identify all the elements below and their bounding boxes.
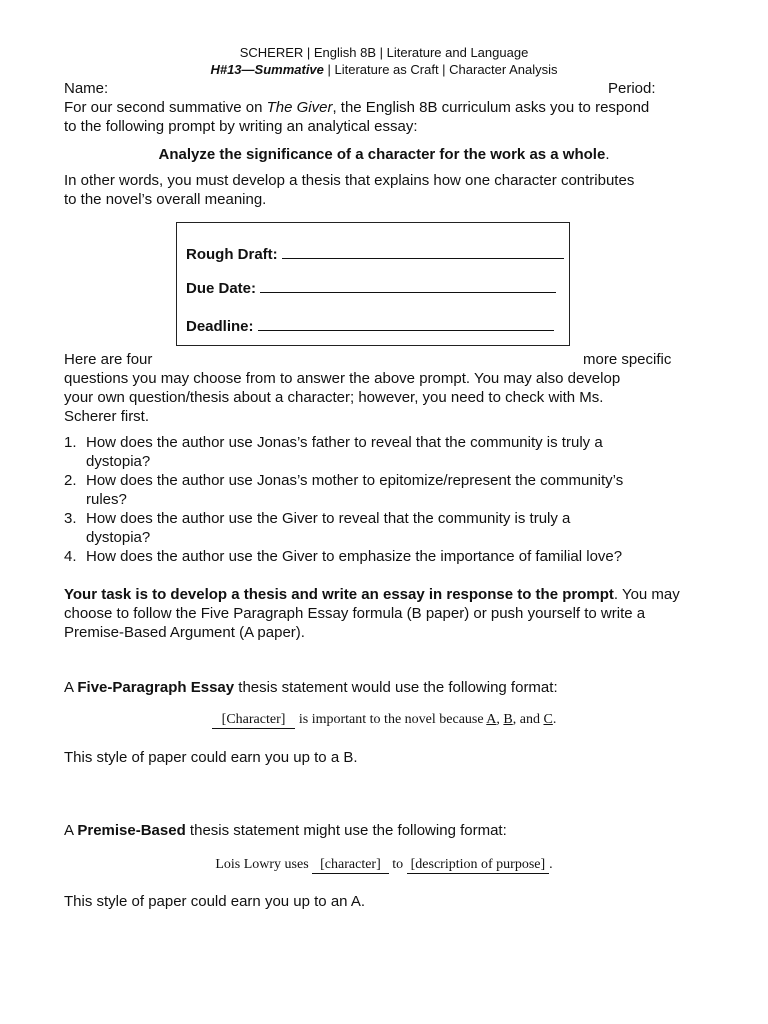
list-item bbox=[64, 433, 726, 471]
question-number: 2. bbox=[64, 472, 77, 489]
five-paragraph-intro bbox=[64, 678, 558, 697]
premise-rest: thesis statement might use the following format: bbox=[185, 822, 507, 839]
premise-formula bbox=[0, 857, 768, 874]
other-words-1: In other words, you must develop a thesis that explains how one character contributes bbox=[64, 172, 635, 189]
due-date-label: Due Date: bbox=[186, 280, 257, 297]
book-title: The Giver bbox=[266, 99, 333, 116]
reason-a: A bbox=[486, 712, 497, 727]
rough-draft-blank bbox=[282, 245, 564, 259]
question-text: How does the author use Jonas’s father to reveal that the community is truly a bbox=[86, 434, 603, 451]
five-paragraph-formula bbox=[0, 712, 768, 729]
header-line-1: SCHERER | English 8B | Literature and Language bbox=[239, 45, 529, 60]
here-are-paragraph bbox=[64, 369, 754, 426]
purpose-blank: [description of purpose] bbox=[407, 857, 550, 874]
here-are-right: more specific bbox=[583, 351, 672, 368]
rough-draft-label: Rough Draft: bbox=[186, 246, 278, 263]
question-number: 1. bbox=[64, 434, 77, 451]
task-paragraph bbox=[64, 585, 754, 642]
here-are-line-3: your own question/thesis about a character; however, you need to check with Ms. bbox=[64, 389, 604, 406]
formula-start: Lois Lowry uses bbox=[215, 857, 313, 872]
essay-prompt bbox=[0, 145, 768, 164]
due-dates-box bbox=[176, 222, 570, 346]
question-text: How does the author use Jonas’s mother to epitomize/represent the community’s bbox=[86, 472, 624, 489]
sep-2: , and bbox=[512, 712, 544, 727]
due-date-row bbox=[186, 279, 556, 297]
here-are-left: Here are four bbox=[64, 351, 153, 368]
formula-to: to bbox=[388, 857, 407, 872]
other-words-paragraph bbox=[64, 171, 744, 209]
premise-a: A bbox=[64, 822, 78, 839]
premise-earn: This style of paper could earn you up to an A. bbox=[64, 893, 366, 910]
question-number: 4. bbox=[64, 548, 77, 565]
intro-paragraph bbox=[64, 98, 744, 136]
question-text-cont: dystopia? bbox=[86, 529, 151, 546]
task-line-2: choose to follow the Five Paragraph Essay formula (B paper) or push yourself to write a bbox=[64, 605, 646, 622]
rough-draft-row bbox=[186, 245, 564, 263]
question-text: How does the author use the Giver to emphasize the importance of familial love? bbox=[86, 548, 623, 565]
intro-text-3: to the following prompt by writing an analytical essay: bbox=[64, 118, 418, 135]
premise-bold: Premise-Based bbox=[77, 822, 186, 839]
here-are-line-4: Scherer first. bbox=[64, 408, 150, 425]
deadline-label: Deadline: bbox=[186, 318, 254, 335]
five-para-a: A bbox=[64, 679, 78, 696]
list-item bbox=[64, 509, 726, 547]
here-are-line-2: questions you may choose from to answer the above prompt. You may also develop bbox=[64, 370, 621, 387]
due-date-blank bbox=[260, 279, 556, 293]
character-blank: [Character] bbox=[212, 712, 296, 729]
question-text-cont: rules? bbox=[86, 491, 127, 508]
formula-end: . bbox=[549, 857, 553, 872]
deadline-blank bbox=[258, 317, 554, 331]
intro-text-1: For our second summative on bbox=[64, 99, 267, 116]
reason-c: C bbox=[543, 712, 553, 727]
prompt-period: . bbox=[605, 146, 610, 163]
five-para-bold: Five-Paragraph Essay bbox=[77, 679, 235, 696]
other-words-2: to the novel’s overall meaning. bbox=[64, 191, 267, 208]
deadline-row bbox=[186, 317, 554, 335]
intro-text-2: , the English 8B curriculum asks you to respond bbox=[332, 99, 650, 116]
question-text: How does the author use the Giver to reveal that the community is truly a bbox=[86, 510, 571, 527]
list-item bbox=[64, 547, 726, 566]
task-line-3: Premise-Based Argument (A paper). bbox=[64, 624, 305, 641]
character-blank: [character] bbox=[312, 857, 389, 874]
task-bold: Your task is to develop a thesis and write an essay in response to the prompt bbox=[64, 586, 614, 603]
formula-mid: is important to the novel because bbox=[295, 712, 487, 727]
sep-1: , bbox=[496, 712, 504, 727]
header-line-2 bbox=[0, 62, 768, 77]
assignment-title: H#13—Summative bbox=[210, 62, 324, 77]
assignment-subtitle: | Literature as Craft | Character Analysis bbox=[323, 62, 558, 77]
five-paragraph-earn: This style of paper could earn you up to a B. bbox=[64, 749, 358, 766]
reason-b: B bbox=[503, 712, 513, 727]
list-item bbox=[64, 471, 726, 509]
period-label: Period: bbox=[608, 80, 656, 97]
question-number: 3. bbox=[64, 510, 77, 527]
premise-intro bbox=[64, 821, 507, 840]
task-rest: . You may bbox=[613, 586, 680, 603]
prompt-bold: Analyze the significance of a character for the work as a whole bbox=[158, 146, 606, 163]
formula-end: . bbox=[552, 712, 557, 727]
name-label: Name: bbox=[64, 80, 109, 97]
question-text-cont: dystopia? bbox=[86, 453, 151, 470]
five-para-rest: thesis statement would use the following format: bbox=[234, 679, 558, 696]
